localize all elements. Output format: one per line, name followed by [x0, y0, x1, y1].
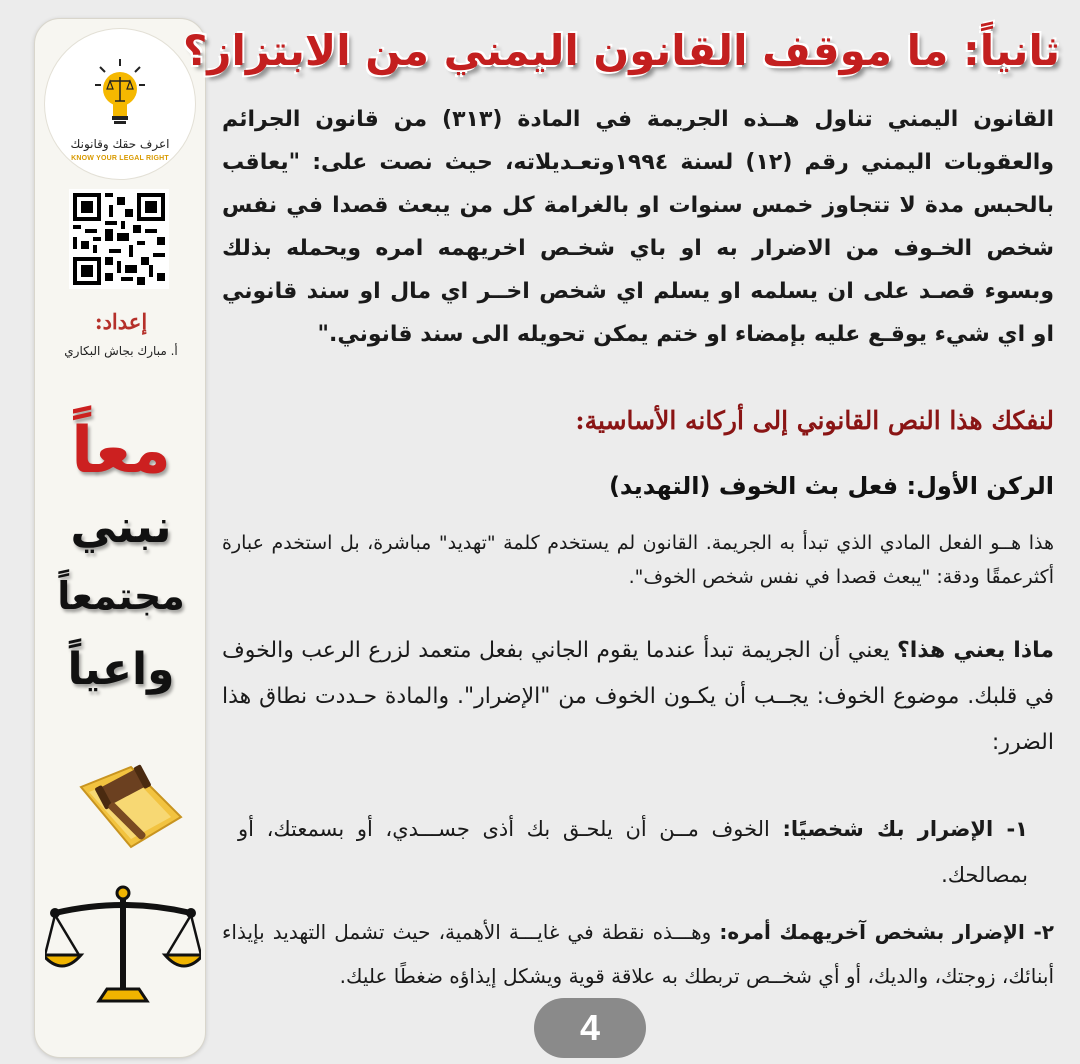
- list-item-1-text: الخوف مــن أن يلحـق بك أذى جســـدي، أو بسمعتك، أو بمصالحك.: [238, 817, 1028, 887]
- author-name: أ. مبارك بجاش البكاري: [64, 344, 178, 358]
- slogan-line-3: مجتمعاً: [57, 574, 185, 618]
- list-item-2: [222, 910, 1054, 998]
- page-title: ثانياً: ما موقف القانون اليمني من الابتزاز؟: [182, 26, 1060, 75]
- list-item-1: [238, 806, 1028, 898]
- prepared-by-label: إعداد:: [94, 309, 148, 334]
- list-item-2-text: وهـــذه نقطة في غايـــة الأهمية، حيث تشمل التهديد بإيذاء أبنائك، زوجتك، والديك، أو أي شخــص تربطك به علاقة قوية ويشكل إيذاؤه ضغطًا عليك.: [222, 920, 1054, 988]
- sidebar: [34, 18, 206, 1058]
- pillar-one-heading: الركن الأول: فعل بث الخوف (التهديد): [608, 472, 1054, 500]
- scales-of-justice-icon: [45, 885, 201, 1005]
- list-item-2-head: ٢- الإضرار بشخص آخريهمك أمره:: [719, 920, 1054, 944]
- main-content: [182, 0, 1068, 1064]
- slogan-line-4: واعياً: [67, 644, 175, 695]
- meaning-paragraph: [222, 628, 1054, 766]
- page-number-badge: 4: [534, 998, 646, 1058]
- pillar-one-text: هذا هــو الفعل المادي الذي تبدأ به الجريمة. القانون لم يستخدم كلمة "تهديد" مباشرة، بل استخدم عبارة أكثرعمقًا ودقة: "يبعث قصدا في نفس شخص الخوف".: [222, 532, 1054, 588]
- qr-code[interactable]: [69, 189, 169, 289]
- slogan-line-1: معاً: [71, 414, 171, 488]
- breakdown-heading: لنفكك هذا النص القانوني إلى أركانه الأساسية:: [575, 406, 1054, 435]
- logo-english-text: KNOW YOUR LEGAL RIGHT: [71, 155, 169, 162]
- list-item-1-head: ١- الإضرار بك شخصيًا:: [782, 817, 1028, 841]
- lightbulb-scales-icon: [95, 59, 145, 129]
- meaning-text: يعني أن الجريمة تبدأ عندما يقوم الجاني بفعل متعمد لزرع الرعب والخوف في قلبك. موضوع الخوف: يجــب أن يكـون الخوف من "الإضرار". والمادة حـددت نطاق هذا الضرر:: [222, 638, 1054, 755]
- logo: [45, 29, 195, 179]
- gavel-icon: [61, 747, 191, 857]
- intro-paragraph: القانون اليمني تناول هــذه الجريمة في المادة (٣١٣) من قانون الجرائم والعقوبات اليمني رقم (١٢) لسنة ١٩٩٤وتعـديلاته، حيث نصت على: "يعاقب بالحبس مدة لا تتجاوز خمس سنوات او بالغرامة كل من يبعث قصدا في نفس شخص الخـوف من الاضرار به او باي شخـص اخريهمه امره ويحمله بذلك وبسوء قصـد على ان يسلمه او يسلم اي شخص اخــر اي مال او سند قانوني او اي شيء يوقـع عليه بإمضاء او ختم يمكن تحويله الى سند قانوني.": [222, 107, 1054, 347]
- meaning-lead: ماذا يعني هذا؟: [897, 638, 1055, 663]
- slogan-line-2: نبني: [70, 499, 172, 553]
- logo-arabic-text: اعرف حقك وقانونك: [70, 137, 170, 151]
